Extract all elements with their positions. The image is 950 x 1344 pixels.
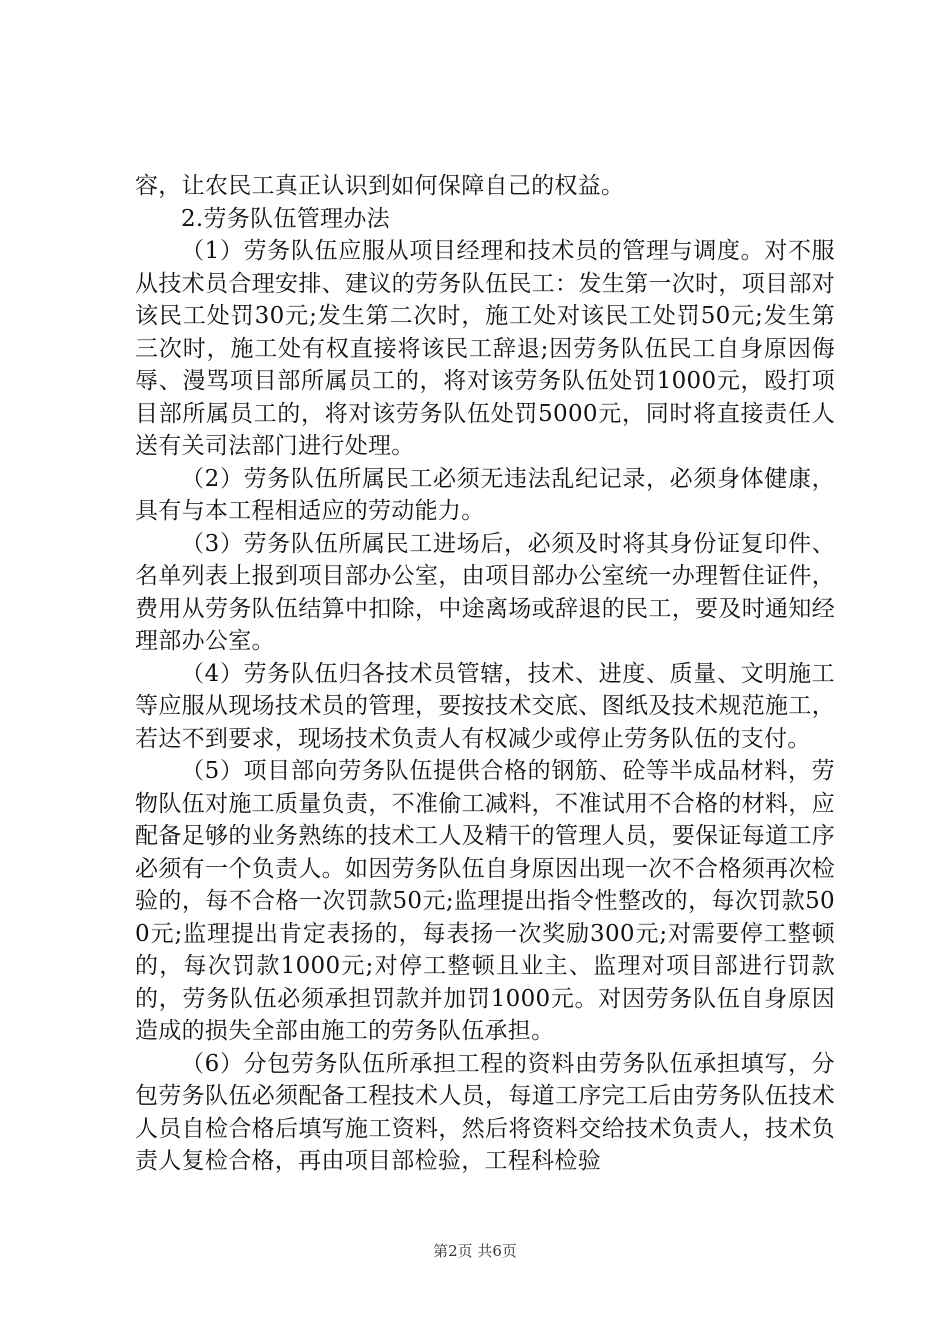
paragraph-item-4: （4）劳务队伍归各技术员管辖，技术、进度、质量、文明施工等应服从现场技术员的管理，要按技术交底、图纸及技术规范施工，若达不到要求，现场技术负责人有权减少或停止劳务队伍的支付。: [135, 660, 835, 752]
paragraph-item-5: （5）项目部向劳务队伍提供合格的钢筋、砼等半成品材料，劳物队伍对施工质量负责，不准偷工减料，不准试用不合格的材料，应配备足够的业务熟练的技术工人及精干的管理人员，要保证每道工序必须有一个负责人。如因劳务队伍自身原因出现一次不合格须再次检验的，每不合格一次罚款50元;监理提出指令性整改的，每次罚款500元;监理提出肯定表扬的，每表扬一次奖励300元;对需要停工整顿的，每次罚款1000元;对停工整顿且业主、监理对项目部进行罚款的，劳务队伍必须承担罚款并加罚1000元。对因劳务队伍自身原因造成的损失全部由施工的劳务队伍承担。: [135, 758, 835, 1044]
paragraph-item-1: （1）劳务队伍应服从项目经理和技术员的管理与调度。对不服从技术员合理安排、建议的劳务队伍民工：发生第一次时，项目部对该民工处罚30元;发生第二次时，施工处对该民工处罚50元;发生第三次时，施工处有权直接将该民工辞退;因劳务队伍民工自身原因侮辱、漫骂项目部所属员工的，将对该劳务队伍处罚1000元，殴打项目部所属员工的，将对该劳务队伍处罚5000元，同时将直接责任人送有关司法部门进行处理。: [135, 238, 835, 459]
paragraph-item-3: （3）劳务队伍所属民工进场后，必须及时将其身份证复印件、名单列表上报到项目部办公室，由项目部办公室统一办理暂住证件，费用从劳务队伍结算中扣除，中途离场或辞退的民工，要及时通知经理部办公室。: [135, 530, 835, 654]
paragraph-item-6: （6）分包劳务队伍所承担工程的资料由劳务队伍承担填写，分包劳务队伍必须配备工程技术人员，每道工序完工后由劳务队伍技术人员自检合格后填写施工资料，然后将资料交给技术负责人，技术负责人复检合格，再由项目部检验，工程科检验: [135, 1050, 835, 1174]
page-footer: 第2页 共6页: [433, 1242, 517, 1260]
document-body: [135, 170, 835, 1178]
paragraph-continuation: 容，让农民工真正认识到如何保障自己的权益。: [135, 173, 625, 199]
section-heading: 2.劳务队伍管理办法: [181, 205, 390, 232]
paragraph-item-2: （2）劳务队伍所属民工必须无违法乱纪记录，必须身体健康，具有与本工程相适应的劳动能力。: [135, 465, 835, 524]
